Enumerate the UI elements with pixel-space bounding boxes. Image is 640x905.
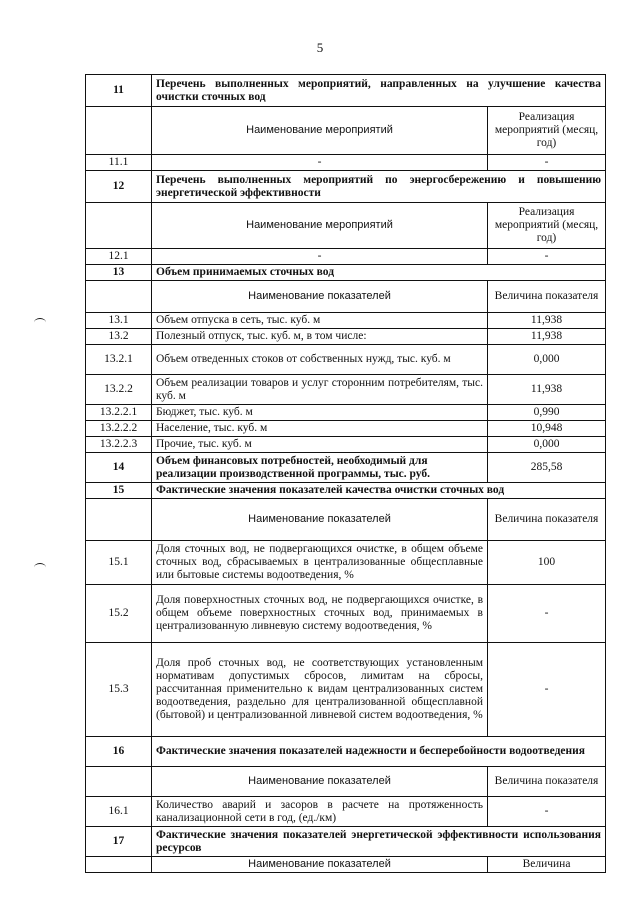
row-name: Доля проб сточных вод, не соответствующих установленным нормативам допустимых сбросов, лимитам на сбросы, рассчитанная применительно к видам централизованных систем водоотведения, раздельно для централизованной общесплавной (бытовой) и централизованной ливневой систем водоотведения, % [152, 643, 488, 737]
row-value: - [488, 585, 606, 643]
table-row [86, 329, 606, 345]
row-number: 13.1 [86, 313, 152, 329]
header-value: Реализация мероприятий (месяц, год) [488, 203, 606, 249]
header-row [86, 107, 606, 155]
section-row-11 [86, 75, 606, 107]
section-title: Фактические значения показателей надежности и бесперебойности водоотведения [152, 737, 606, 767]
report-table [85, 74, 606, 873]
margin-mark [34, 318, 46, 327]
row-value: 0,000 [488, 437, 606, 453]
header-name: Наименование показателей [152, 499, 488, 541]
row-value: 11,938 [488, 375, 606, 405]
table-row [86, 797, 606, 827]
header-name: Наименование показателей [152, 857, 488, 873]
header-row [86, 857, 606, 873]
row-value: 11,938 [488, 329, 606, 345]
row-name: Объем отпуска в сеть, тыс. куб. м [152, 313, 488, 329]
section-row-15 [86, 483, 606, 499]
section-row-16 [86, 737, 606, 767]
row-number: 15.2 [86, 585, 152, 643]
row-number: 13.2 [86, 329, 152, 345]
table-row [86, 375, 606, 405]
table-row [86, 405, 606, 421]
header-empty [86, 767, 152, 797]
row-name: Бюджет, тыс. куб. м [152, 405, 488, 421]
section-row-12 [86, 171, 606, 203]
section-title: Объем финансовых потребностей, необходимый для реализации производственной программы, тыс. руб. [152, 453, 488, 483]
row-number: 15.3 [86, 643, 152, 737]
section-title: Перечень выполненных мероприятий, направленных на улучшение качества очистки сточных вод [152, 75, 606, 107]
header-row [86, 767, 606, 797]
header-name: Наименование показателей [152, 281, 488, 313]
section-row-13 [86, 265, 606, 281]
row-name: Прочие, тыс. куб. м [152, 437, 488, 453]
section-title: Перечень выполненных мероприятий по энергосбережению и повышению энергетической эффективности [152, 171, 606, 203]
row-number: 13.2.2.2 [86, 421, 152, 437]
row-value: - [488, 155, 606, 171]
row-name: Количество аварий и засоров в расчете на протяженность канализационной сети в год, (ед./км) [152, 797, 488, 827]
row-number: 13.2.2.3 [86, 437, 152, 453]
section-number: 15 [86, 483, 152, 499]
section-row-14 [86, 453, 606, 483]
table-row [86, 313, 606, 329]
row-number: 13.2.1 [86, 345, 152, 375]
row-number: 13.2.2.1 [86, 405, 152, 421]
header-empty [86, 499, 152, 541]
section-number: 14 [86, 453, 152, 483]
row-value: 100 [488, 541, 606, 585]
header-value: Величина показателя [488, 499, 606, 541]
header-value: Реализация мероприятий (месяц, год) [488, 107, 606, 155]
row-value: - [488, 249, 606, 265]
row-name: Доля поверхностных сточных вод, не подвергающихся очистке, в общем объеме поверхностных сточных вод, принимаемых в централизованную ливневую систему водоотведения, % [152, 585, 488, 643]
table-row [86, 421, 606, 437]
table-row [86, 541, 606, 585]
row-value: - [488, 797, 606, 827]
table-row [86, 437, 606, 453]
row-number: 15.1 [86, 541, 152, 585]
section-number: 17 [86, 827, 152, 857]
header-empty [86, 107, 152, 155]
header-row [86, 203, 606, 249]
row-name: Объем отведенных стоков от собственных нужд, тыс. куб. м [152, 345, 488, 375]
section-number: 12 [86, 171, 152, 203]
section-number: 13 [86, 265, 152, 281]
header-empty [86, 203, 152, 249]
row-value: 11,938 [488, 313, 606, 329]
page-number: 5 [316, 40, 324, 55]
row-name: - [152, 249, 488, 265]
row-value: 10,948 [488, 421, 606, 437]
header-row [86, 281, 606, 313]
header-empty [86, 857, 152, 873]
row-number: 11.1 [86, 155, 152, 171]
section-row-17 [86, 827, 606, 857]
header-name: Наименование мероприятий [152, 107, 488, 155]
row-value: 285,58 [488, 453, 606, 483]
row-number: 13.2.2 [86, 375, 152, 405]
section-title: Фактические значения показателей качества очистки сточных вод [152, 483, 606, 499]
header-value: Величина показателя [488, 767, 606, 797]
row-name: Население, тыс. куб. м [152, 421, 488, 437]
row-name: Доля сточных вод, не подвергающихся очистке, в общем объеме сточных вод, сбрасываемых в централизованные общесплавные или бытовые системы водоотведения, % [152, 541, 488, 585]
row-value: 0,990 [488, 405, 606, 421]
header-value: Величина показателя [488, 281, 606, 313]
row-value: - [488, 643, 606, 737]
header-empty [86, 281, 152, 313]
table-row [86, 155, 606, 171]
table-row [86, 585, 606, 643]
section-number: 11 [86, 75, 152, 107]
header-name: Наименование мероприятий [152, 203, 488, 249]
header-row [86, 499, 606, 541]
row-name: Объем реализации товаров и услуг сторонним потребителям, тыс. куб. м [152, 375, 488, 405]
table-row [86, 643, 606, 737]
row-value: 0,000 [488, 345, 606, 375]
row-number: 16.1 [86, 797, 152, 827]
margin-mark [34, 563, 46, 572]
row-name: - [152, 155, 488, 171]
table-row [86, 249, 606, 265]
section-number: 16 [86, 737, 152, 767]
row-number: 12.1 [86, 249, 152, 265]
header-value: Величина [488, 857, 606, 873]
section-title: Объем принимаемых сточных вод [152, 265, 606, 281]
header-name: Наименование показателей [152, 767, 488, 797]
row-name: Полезный отпуск, тыс. куб. м, в том числе: [152, 329, 488, 345]
section-title: Фактические значения показателей энергетической эффективности использования ресурсов [152, 827, 606, 857]
table-row [86, 345, 606, 375]
